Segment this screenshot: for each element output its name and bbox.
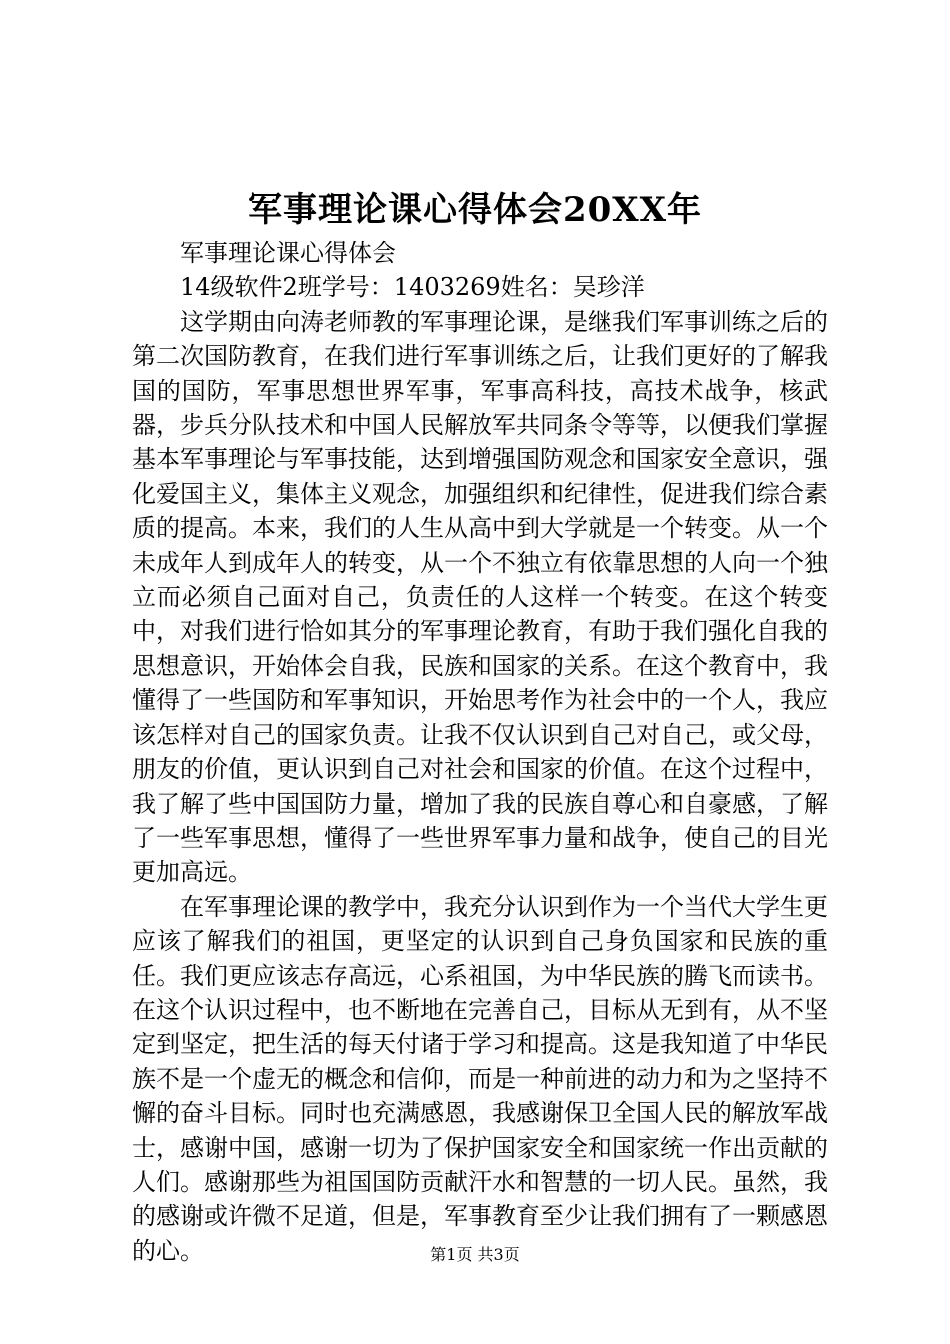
document-subtitle: 军事理论课心得体会 xyxy=(180,239,396,267)
paragraph-1: 这学期由向涛老师教的军事理论课，是继我们军事训练之后的第二次国防教育，在我们进行军事训练之后，让我们更好的了解我国的国防，军事思想世界军事，军事高科技，高技术战争，核武器，步兵分队技术和中国人民解放军共同条令等等，以便我们掌握基本军事理论与军事技能，达到增强国防观念和国家安全意识，强化爱国主义，集体主义观念，加强组织和纪律性，促进我们综合素质的提高。本来，我们的人生从高中到大学就是一个转变。从一个未成年人到成年人的转变，从一个不独立有依靠思想的人向一个独立而必须自己面对自己，负责任的人这样一个转变。在这个转变中，对我们进行恰如其分的军事理论教育，有助于我们强化自我的思想意识，开始体会自我，民族和国家的关系。在这个教育中，我懂得了一些国防和军事知识，开始思考作为社会中的一个人，我应该怎样对自己的国家负责。让我不仅认识到自己对自己，或父母，朋友的价值，更认识到自己对社会和国家的价值。在这个过程中，我了解了些中国国防力量，增加了我的民族自尊心和自豪感，了解了一些军事思想，懂得了一些世界军事力量和战争，使自己的目光更加高远。 xyxy=(132,307,828,887)
document-body xyxy=(132,236,828,1268)
document-title: 军事理论课心得体会20XX年 xyxy=(247,190,703,230)
author-line: 14级软件2班学号：1403269姓名：吴珍洋 xyxy=(180,273,645,302)
page-number-footer: 第1页 共3页 xyxy=(430,1245,520,1264)
paragraph-2: 在军事理论课的教学中，我充分认识到作为一个当代大学生更应该了解我们的祖国，更坚定的认识到自己身负国家和民族的重任。我们更应该志存高远，心系祖国，为中华民族的腾飞而读书。在这个认识过程中，也不断地在完善自己，目标从无到有，从不坚定到坚定，把生活的每天付诸于学习和提高。这是我知道了中华民族不是一个虚无的概念和信仰，而是一种前进的动力和为之坚持不懈的奋斗目标。同时也充满感恩，我感谢保卫全国人民的解放军战士，感谢中国，感谢一切为了保护国家安全和国家统一作出贡献的人们。感谢那些为祖国国防贡献汗水和智慧的一切人民。虽然，我的感谢或许微不足道，但是，军事教育至少让我们拥有了一颗感恩的心。 xyxy=(132,892,828,1265)
